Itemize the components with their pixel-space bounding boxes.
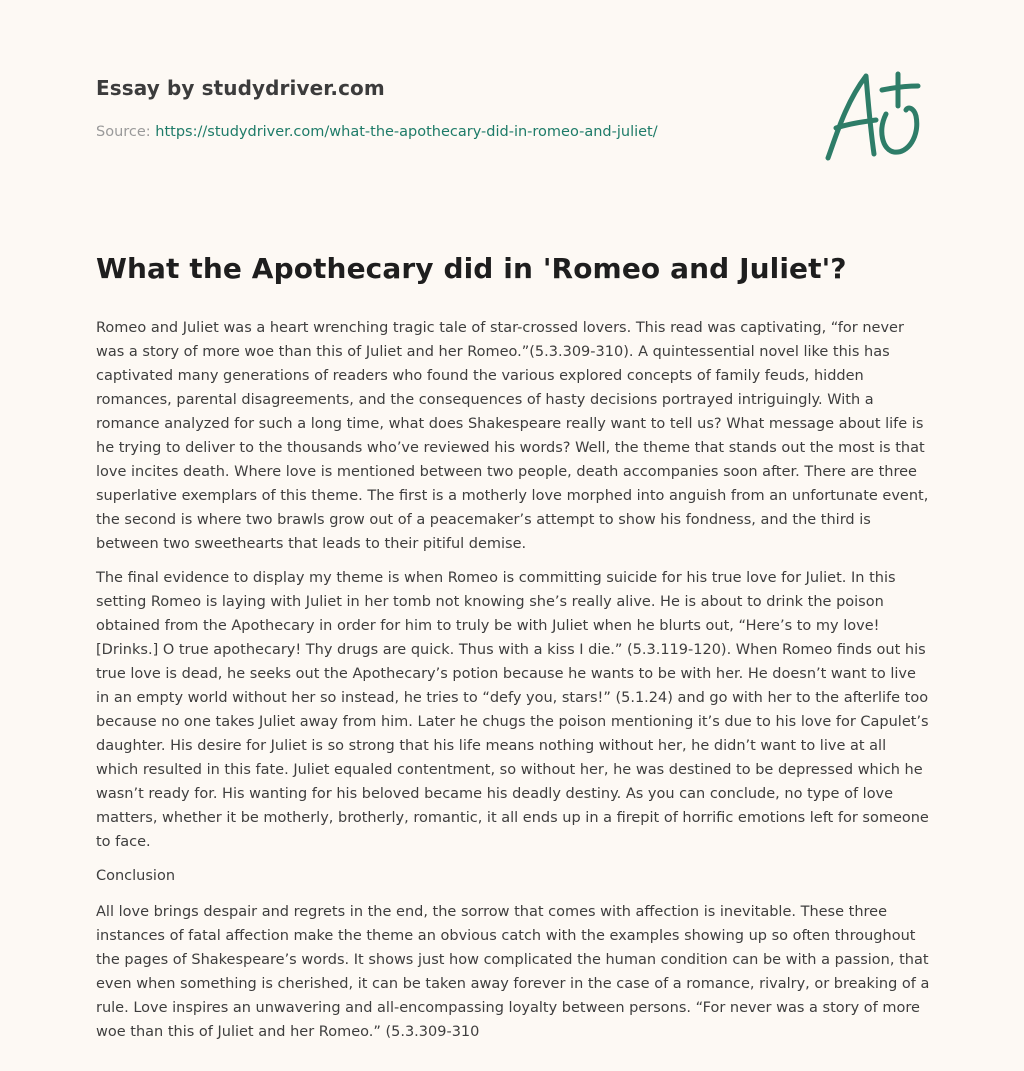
- essay-body: [96, 316, 932, 1054]
- conclusion-heading: Conclusion: [96, 868, 176, 884]
- source-link[interactable]: https://studydriver.com/what-the-apothecary-did-in-romeo-and-juliet/: [155, 124, 658, 140]
- paragraph-1: Romeo and Juliet was a heart wrenching tragic tale of star-crossed lovers. This read was captivating, “for never was a story of more woe than this of Juliet and her Romeo.”(5.3.309-310). A quintessential novel like this has captivated many generations of readers who found the various explored concepts of family feuds, hidden romances, parental disagreements, and the consequences of hasty decisions portrayed intriguingly. With a romance analyzed for such a long time, what does Shakespeare really want to tell us? What message about life is he trying to deliver to the thousands who’ve reviewed his words? Well, the theme that stands out the most is that love incites death. Where love is mentioned between two people, death accompanies soon after. There are three superlative exemplars of this theme. The first is a motherly love morphed into anguish from an unfortunate event, the second is where two brawls grow out of a peacemaker’s attempt to show his fondness, and the third is between two sweethearts that leads to their pitiful demise.: [96, 320, 929, 552]
- conclusion-paragraph: All love brings despair and regrets in the end, the sorrow that comes with affection is inevitable. These three instances of fatal affection make the theme an obvious catch with the examples showing up so often throughout the pages of Shakespeare’s words. It shows just how complicated the human condition can be with a passion, that even when something is cherished, it can be taken away forever in the case of a romance, rivalry, or breaking of a rule. Love inspires an unwavering and all-encompassing loyalty between persons. “For never was a story of more woe than this of Juliet and her Romeo.” (5.3.309-310: [96, 904, 930, 1040]
- document-title: What the Apothecary did in 'Romeo and Juliet'?: [96, 252, 847, 285]
- source-line: [96, 124, 658, 140]
- paragraph-2: The final evidence to display my theme is when Romeo is committing suicide for his true love for Juliet. In this setting Romeo is laying with Juliet in her tomb not knowing she’s really alive. He is about to drink the poison obtained from the Apothecary in order for him to truly be with Juliet when he blurts out, “Here’s to my love! [Drinks.] O true apothecary! Thy drugs are quick. Thus with a kiss I die.” (5.3.119-120). When Romeo finds out his true love is dead, he seeks out the Apothecary’s potion because he wants to be with her. He doesn’t want to live in an empty world without her so instead, he tries to “defy you, stars!” (5.1.24) and go with her to the afterlife too because no one takes Juliet away from him. Later he chugs the poison mentioning it’s due to his love for Capulet’s daughter. His desire for Juliet is so strong that his life means nothing without her, he didn’t want to live at all which resulted in this fate. Juliet equaled contentment, so without her, he was destined to be depressed which he wasn’t ready for. His wanting for his beloved became his deadly destiny. As you can conclude, no type of love matters, whether it be motherly, brotherly, romantic, it all ends up in a firepit of horrific emotions left for someone to face.: [96, 570, 929, 850]
- a-plus-logo-icon: [822, 66, 926, 166]
- site-title: Essay by studydriver.com: [96, 76, 385, 100]
- source-label: Source:: [96, 124, 151, 140]
